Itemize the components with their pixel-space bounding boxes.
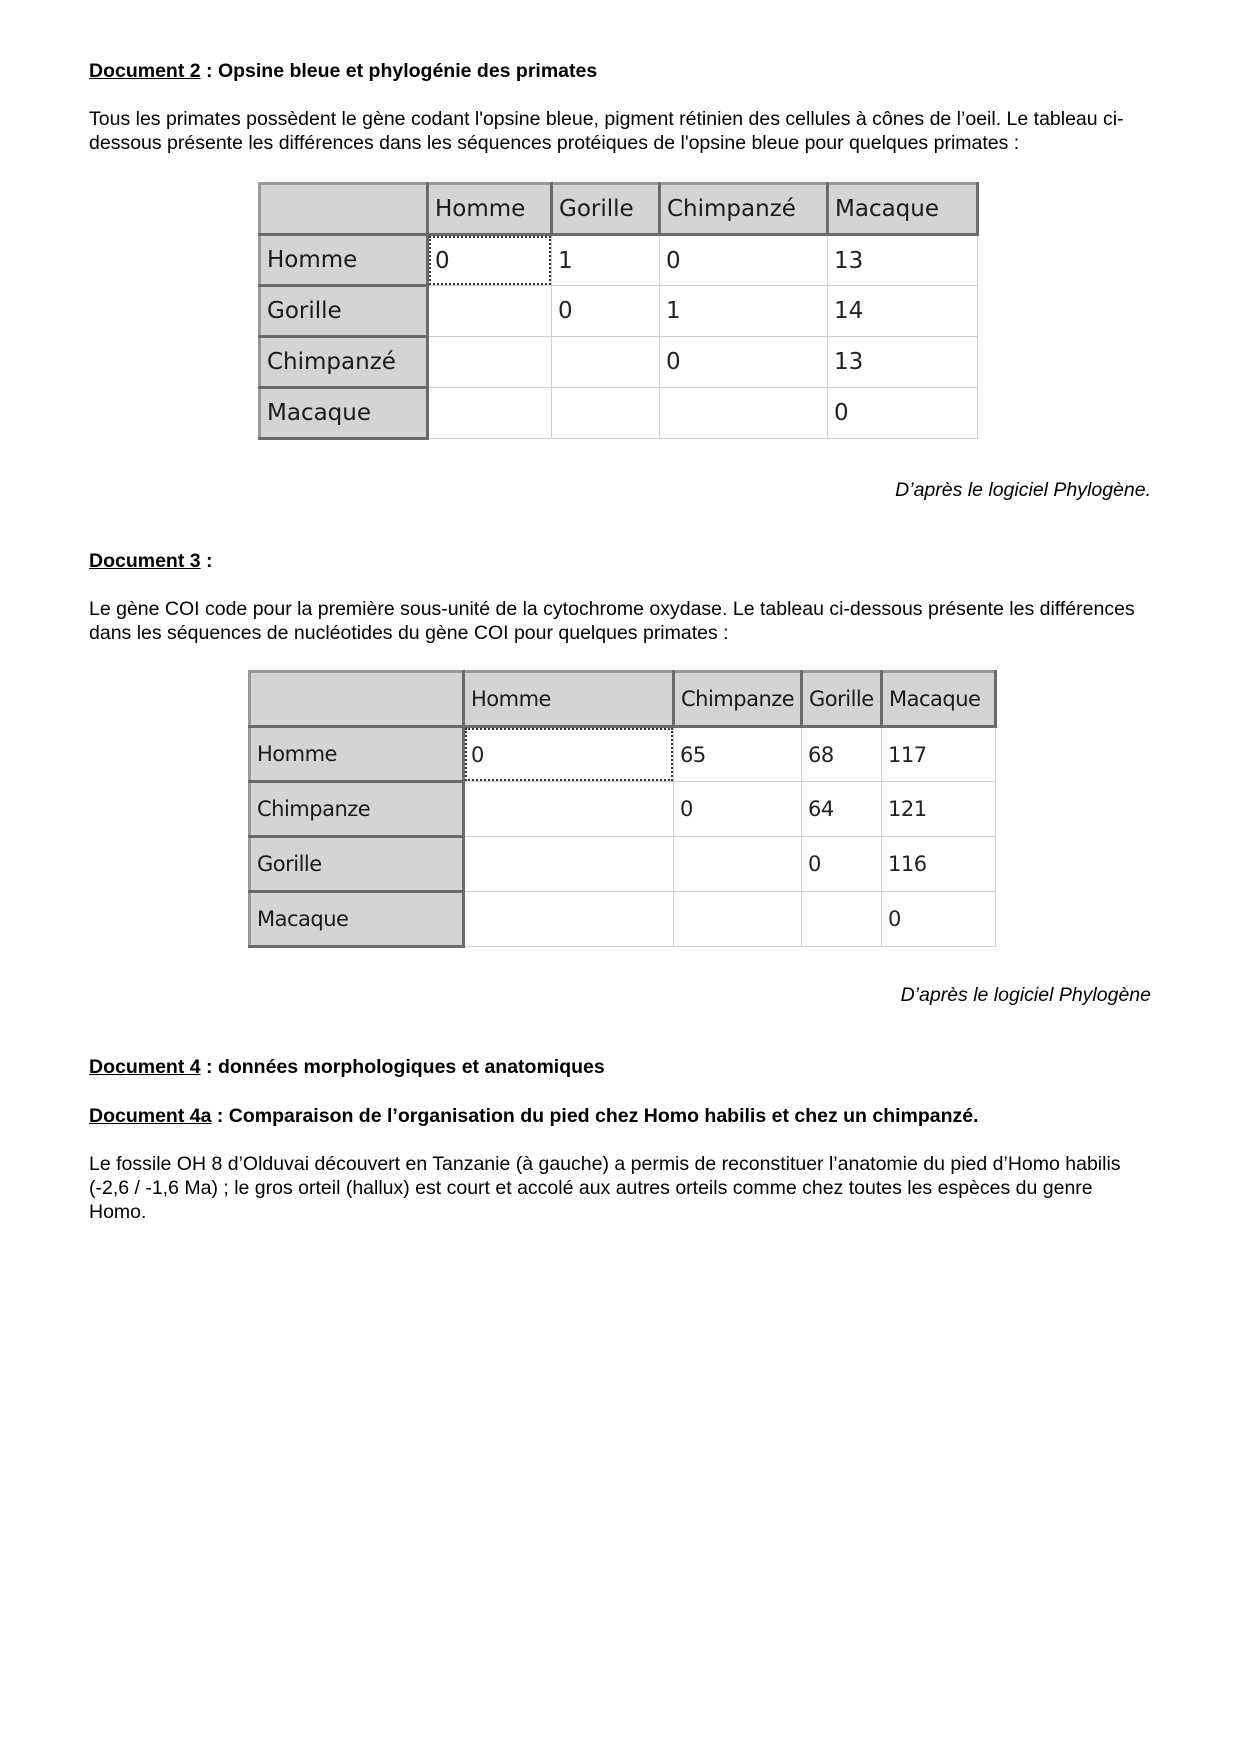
doc4-heading bbox=[89, 1055, 1151, 1079]
table-row bbox=[250, 782, 996, 837]
row-header-homme[interactable]: Homme bbox=[250, 727, 464, 782]
table-cell[interactable] bbox=[552, 388, 660, 439]
table-cell[interactable]: 121 bbox=[882, 782, 996, 837]
column-header-macaque[interactable]: Macaque bbox=[882, 672, 996, 727]
table-cell[interactable]: 117 bbox=[882, 727, 996, 782]
table-cell[interactable] bbox=[802, 892, 882, 947]
table-cell[interactable]: 14 bbox=[828, 286, 978, 337]
row-header-chimpanze[interactable]: Chimpanzé bbox=[260, 337, 428, 388]
doc3-heading-label: Document 3 bbox=[89, 550, 201, 572]
table-row bbox=[260, 286, 978, 337]
doc4-heading-label: Document 4 bbox=[89, 1056, 201, 1078]
table-row bbox=[250, 837, 996, 892]
column-header-homme[interactable]: Homme bbox=[464, 672, 674, 727]
row-header-macaque[interactable]: Macaque bbox=[250, 892, 464, 947]
table-row bbox=[260, 337, 978, 388]
table-cell[interactable]: 0 bbox=[660, 337, 828, 388]
doc3-heading-title: : bbox=[200, 550, 213, 572]
table-header-row bbox=[260, 184, 978, 235]
doc2-heading-title: : Opsine bleue et phylogénie des primates bbox=[200, 60, 598, 82]
doc2-heading bbox=[89, 59, 1151, 83]
doc2-heading-label: Document 2 bbox=[89, 60, 201, 82]
table-cell[interactable]: 68 bbox=[802, 727, 882, 782]
table-row bbox=[260, 235, 978, 286]
table-cell[interactable] bbox=[428, 337, 552, 388]
table-cell[interactable]: 0 bbox=[828, 388, 978, 439]
table-cell[interactable]: 0 bbox=[674, 782, 802, 837]
table-cell-selected[interactable]: 0 bbox=[464, 727, 674, 782]
column-header-gorille[interactable]: Gorille bbox=[552, 184, 660, 235]
doc4a-heading-label: Document 4a bbox=[89, 1105, 212, 1127]
table-cell[interactable] bbox=[464, 782, 674, 837]
row-header-macaque[interactable]: Macaque bbox=[260, 388, 428, 439]
opsin-difference-table bbox=[258, 182, 979, 440]
table-cell-selected[interactable]: 0 bbox=[428, 235, 552, 286]
coi-difference-table bbox=[248, 670, 997, 948]
doc2-source: D’après le logiciel Phylogène. bbox=[895, 479, 1151, 501]
table-row bbox=[250, 892, 996, 947]
column-header-macaque[interactable]: Macaque bbox=[828, 184, 978, 235]
table-cell[interactable] bbox=[660, 388, 828, 439]
table-cell[interactable] bbox=[428, 388, 552, 439]
table-cell[interactable]: 0 bbox=[660, 235, 828, 286]
table-cell[interactable]: 13 bbox=[828, 235, 978, 286]
table-cell[interactable]: 13 bbox=[828, 337, 978, 388]
table-corner-cell bbox=[250, 672, 464, 727]
table-cell[interactable]: 0 bbox=[802, 837, 882, 892]
doc3-source: D’après le logiciel Phylogène bbox=[900, 984, 1151, 1006]
table-cell[interactable] bbox=[428, 286, 552, 337]
column-header-homme[interactable]: Homme bbox=[428, 184, 552, 235]
table-row bbox=[250, 727, 996, 782]
doc2-paragraph: Tous les primates possèdent le gène codant l'opsine bleue, pigment rétinien des cellules à cônes de l’oeil. Le tableau ci-dessous présente les différences dans les séquences protéiques de l'opsine bleue pour quelques primates : bbox=[89, 108, 1124, 154]
table-corner-cell bbox=[260, 184, 428, 235]
doc3-heading bbox=[89, 549, 1151, 573]
row-header-gorille[interactable]: Gorille bbox=[250, 837, 464, 892]
table-cell[interactable] bbox=[552, 337, 660, 388]
table-cell[interactable] bbox=[464, 837, 674, 892]
table-cell[interactable]: 65 bbox=[674, 727, 802, 782]
table-cell[interactable] bbox=[674, 837, 802, 892]
doc4-heading-title: : données morphologiques et anatomiques bbox=[200, 1056, 605, 1078]
table-cell[interactable]: 116 bbox=[882, 837, 996, 892]
table-cell[interactable]: 0 bbox=[882, 892, 996, 947]
doc4a-paragraph: Le fossile OH 8 d’Olduvai découvert en Tanzanie (à gauche) a permis de reconstituer l’anatomie du pied d’Homo habilis (-2,6 / -1,6 Ma) ; le gros orteil (hallux) est court et accolé aux autres orteils comme chez toutes les espèces du genre Homo. bbox=[89, 1153, 1121, 1223]
row-header-gorille[interactable]: Gorille bbox=[260, 286, 428, 337]
column-header-gorille[interactable]: Gorille bbox=[802, 672, 882, 727]
doc3-paragraph: Le gène COI code pour la première sous-unité de la cytochrome oxydase. Le tableau ci-dessous présente les différences dans les séquences de nucléotides du gène COI pour quelques primates : bbox=[89, 598, 1135, 644]
column-header-chimpanze[interactable]: Chimpanzé bbox=[660, 184, 828, 235]
row-header-chimpanze[interactable]: Chimpanze bbox=[250, 782, 464, 837]
row-header-homme[interactable]: Homme bbox=[260, 235, 428, 286]
table-cell[interactable]: 0 bbox=[552, 286, 660, 337]
table-header-row bbox=[250, 672, 996, 727]
table-cell[interactable] bbox=[464, 892, 674, 947]
table-row bbox=[260, 388, 978, 439]
column-header-chimpanze[interactable]: Chimpanze bbox=[674, 672, 802, 727]
table-cell[interactable]: 1 bbox=[552, 235, 660, 286]
table-cell[interactable]: 64 bbox=[802, 782, 882, 837]
table-cell[interactable]: 1 bbox=[660, 286, 828, 337]
doc4a-heading-title: : Comparaison de l’organisation du pied chez Homo habilis et chez un chimpanzé. bbox=[211, 1105, 979, 1127]
table-cell[interactable] bbox=[674, 892, 802, 947]
doc4a-heading bbox=[89, 1104, 1151, 1128]
